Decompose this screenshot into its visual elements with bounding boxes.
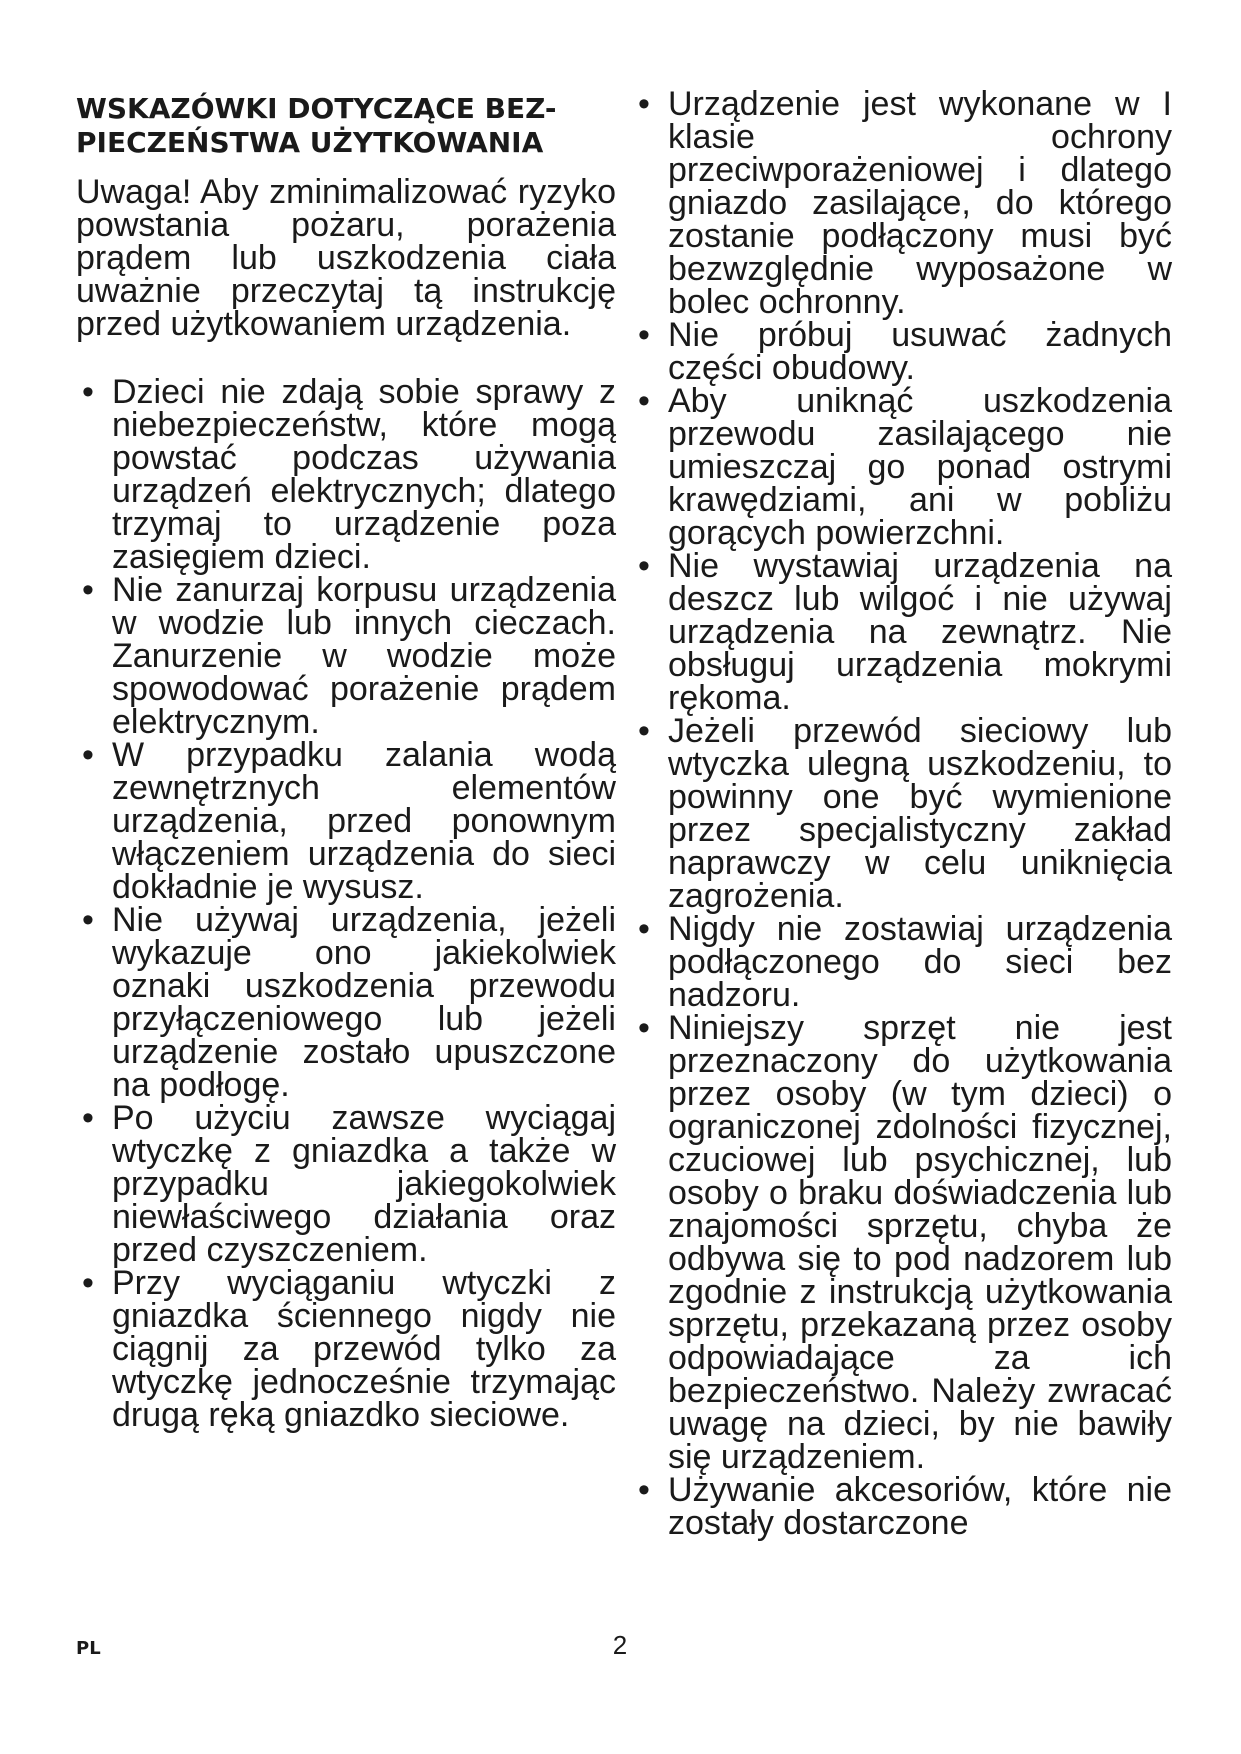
list-item [76, 1264, 616, 1434]
bullet-icon: • [82, 571, 94, 609]
language-code: PL [76, 1638, 101, 1659]
bullet-icon: • [638, 712, 650, 750]
bullet-icon: • [638, 1471, 650, 1509]
heading-line-2: PIECZEŃSTWA UŻYTKOWANIA [76, 126, 544, 159]
bullet-icon: • [638, 316, 650, 354]
list-item-text: Nie zanurzaj korpusu urządzenia w wodzie lub innych cieczach. Zanurzenie w wodzie może spowodować porażenie prądem elektrycznym. [112, 571, 616, 741]
list-item-text: Nigdy nie zostawiaj urządzenia podłączonego do sieci bez nadzoru. [668, 910, 1172, 1014]
list-item-text: Nie wystawiaj urządzenia na deszcz lub wilgoć i nie używaj urządzenia na zewnątrz. Nie obsługuj urządzenia mokrymi rękoma. [668, 547, 1172, 717]
list-item-text: W przypadku zalania wodą zewnętrznych elementów urządzenia, przed ponownym włączeniem urządzenia do sieci dokładnie je wysusz. [112, 736, 616, 906]
list-item [632, 910, 1172, 1014]
list-item [632, 712, 1172, 915]
bullet-icon: • [82, 901, 94, 939]
left-bullet-list [76, 373, 616, 1434]
list-item-text: Jeżeli przewód sieciowy lub wtyczka ulegną uszkodzeniu, to powinny one być wymienione przez specjalistyczny zakład naprawczy w celu uniknięcia zagrożenia. [668, 712, 1172, 915]
bullet-icon: • [638, 547, 650, 585]
intro-warning: Uwaga! Aby zminimalizować ryzyko powstania pożaru, porażenia prądem lub uszkodzenia ciała uważnie przeczytaj tą instrukcję przed użytkowaniem urządzenia. [76, 173, 616, 343]
list-item [76, 901, 616, 1104]
bullet-icon: • [638, 85, 650, 123]
bullet-icon: • [82, 1099, 94, 1137]
list-item-text: Nie używaj urządzenia, jeżeli wykazuje ono jakiekolwiek oznaki uszkodzenia przewodu przyłączeniowego lub jeżeli urządzenie zostało upuszczone na podłogę. [112, 901, 616, 1104]
bullet-icon: • [82, 373, 94, 411]
list-item-text: Urządzenie jest wykonane w I klasie ochrony przeciwporażeniowej i dlatego gniazdo zasilające, do którego zostanie podłączony musi być bezwzględnie wyposażone w bolec ochronny. [668, 85, 1172, 321]
list-item [632, 547, 1172, 717]
list-item-text: Po użyciu zawsze wyciągaj wtyczkę z gniazdka a także w przypadku jakiegokolwiek niewłaściwego działania oraz przed czyszczeniem. [112, 1099, 616, 1269]
list-item-text: Niniejszy sprzęt nie jest przeznaczony do użytkowania przez osoby (w tym dzieci) o ograniczonej zdolności fizycznej, czuciowej lub psychicznej, lub osoby o braku doświadczenia lub znajomości sprzętu, chyba że odbywa się to pod nadzorem lub zgodnie z instrukcją użytkowania sprzętu, przekazaną przez osoby odpowiadające za ich bezpieczeństwo. Należy zwracać uwagę na dzieci, by nie bawiły się urządzeniem. [668, 1009, 1172, 1476]
list-item [632, 316, 1172, 387]
list-item [632, 1471, 1172, 1542]
list-item [76, 736, 616, 906]
list-item [76, 373, 616, 576]
bullet-icon: • [82, 1264, 94, 1302]
list-item-text: Przy wyciąganiu wtyczki z gniazdka ściennego nigdy nie ciągnij za przewód tylko za wtyczkę jednocześnie trzymając drugą ręką gniazdko sieciowe. [112, 1264, 616, 1434]
section-heading [76, 92, 596, 160]
list-item [76, 571, 616, 741]
list-item [76, 1099, 616, 1269]
bullet-icon: • [82, 736, 94, 774]
list-item-text: Nie próbuj usuwać żadnych części obudowy. [668, 316, 1172, 387]
bullet-icon: • [638, 1009, 650, 1047]
list-item [632, 1009, 1172, 1476]
list-item-text: Aby uniknąć uszkodzenia przewodu zasilającego nie umieszczaj go ponad ostrymi krawędziami, ani w pobliżu gorących powierzchni. [668, 382, 1172, 552]
page-number: 2 [612, 1630, 628, 1660]
list-item-text: Używanie akcesoriów, które nie zostały dostarczone [668, 1471, 1172, 1542]
list-item [632, 85, 1172, 321]
heading-line-1: WSKAZÓWKI DOTYCZĄCE BEZ- [76, 92, 557, 125]
bullet-icon: • [638, 382, 650, 420]
list-item [632, 382, 1172, 552]
bullet-icon: • [638, 910, 650, 948]
right-bullet-list [632, 85, 1172, 1542]
list-item-text: Dzieci nie zdają sobie sprawy z niebezpieczeństw, które mogą powstać podczas używania urządzeń elektrycznych; dlatego trzymaj to urządzenie poza zasięgiem dzieci. [112, 373, 616, 576]
